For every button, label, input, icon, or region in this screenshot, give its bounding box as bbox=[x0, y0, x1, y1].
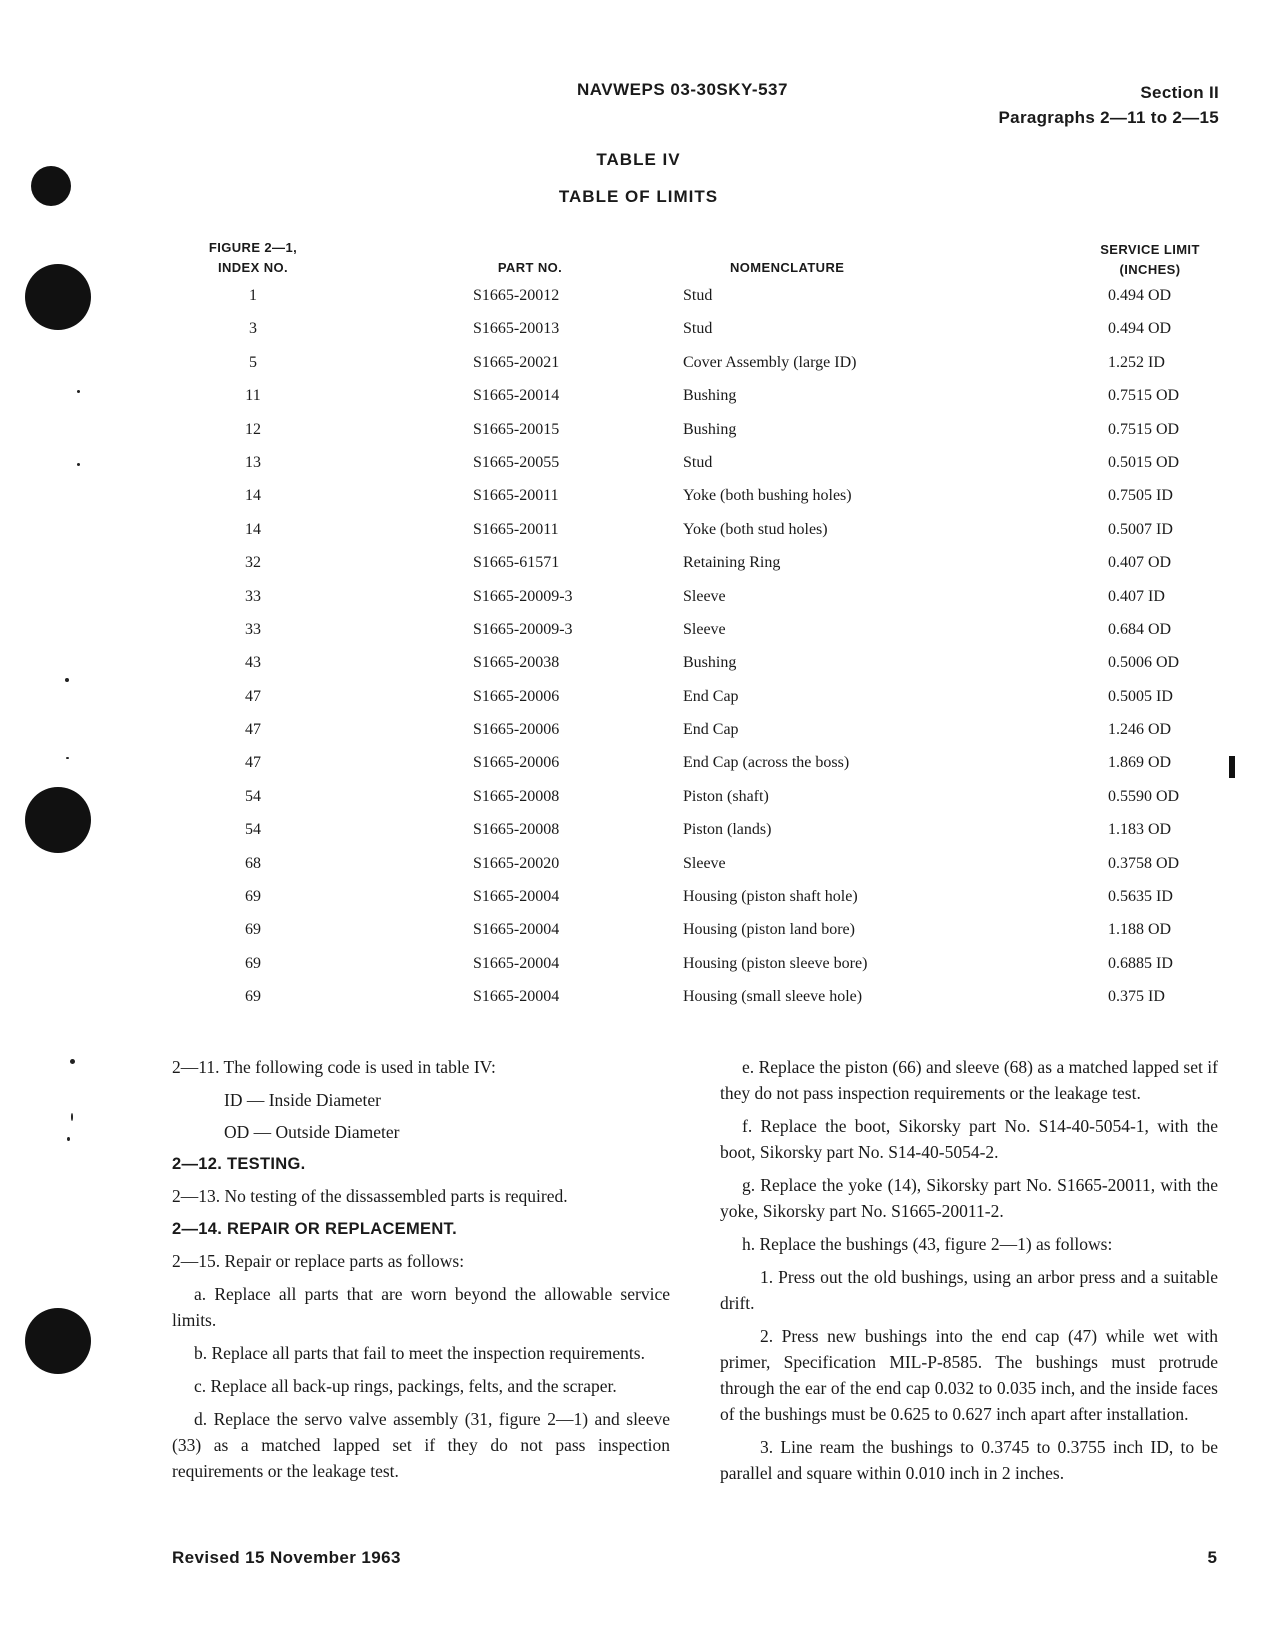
table-row bbox=[0, 888, 1277, 921]
table-row bbox=[0, 855, 1277, 888]
row-part-number: S1665-20004 bbox=[473, 988, 560, 1006]
row-index: 5 bbox=[249, 353, 257, 371]
row-service-limit: 1.183 OD bbox=[1108, 821, 1172, 839]
row-index: 47 bbox=[245, 754, 261, 772]
row-nomenclature: Stud bbox=[683, 320, 713, 338]
table-row bbox=[0, 921, 1277, 954]
row-nomenclature: Piston (lands) bbox=[683, 821, 772, 839]
row-service-limit: 0.5005 ID bbox=[1108, 687, 1173, 705]
row-service-limit: 0.407 OD bbox=[1108, 554, 1172, 572]
heading-2-14: 2—14. REPAIR OR REPLACEMENT. bbox=[172, 1220, 457, 1238]
item-g: g. Replace the yoke (14), Sikorsky part No. S1665-20011, with the yoke, Sikorsky part No. S1665-20011-2. bbox=[720, 1175, 1218, 1221]
row-index: 69 bbox=[245, 921, 261, 939]
row-part-number: S1665-20012 bbox=[473, 287, 560, 304]
table-row bbox=[0, 521, 1277, 554]
item-d: d. Replace the servo valve assembly (31, figure 2—1) and sleeve (33) as a matched lapped set if they do not pass inspection requirements or the leakage test. bbox=[172, 1409, 670, 1481]
row-part-number: S1665-20008 bbox=[473, 821, 560, 839]
row-index: 14 bbox=[245, 487, 261, 505]
table-row bbox=[0, 487, 1277, 520]
scan-speck bbox=[67, 1137, 70, 1141]
col-header-index-line2: INDEX NO. bbox=[217, 260, 289, 275]
row-service-limit: 1.246 OD bbox=[1108, 721, 1172, 739]
row-nomenclature: Sleeve bbox=[683, 587, 726, 605]
row-part-number: S1665-20021 bbox=[473, 353, 560, 371]
row-service-limit: 0.494 OD bbox=[1108, 320, 1172, 338]
item-h-3: 3. Line ream the bushings to 0.3745 to 0.3755 inch ID, to be parallel and square within 0.010 inch in 2 inches. bbox=[720, 1437, 1218, 1483]
table-row bbox=[0, 621, 1277, 654]
row-part-number: S1665-20006 bbox=[473, 721, 560, 739]
row-nomenclature: Retaining Ring bbox=[683, 554, 781, 572]
scan-speck bbox=[71, 1113, 73, 1121]
table-row bbox=[0, 554, 1277, 587]
row-part-number: S1665-20004 bbox=[473, 954, 560, 972]
row-index: 69 bbox=[245, 888, 261, 906]
table-row bbox=[0, 320, 1277, 353]
row-nomenclature: Housing (small sleeve hole) bbox=[683, 988, 863, 1006]
row-index: 69 bbox=[245, 954, 261, 972]
item-b: b. Replace all parts that fail to meet the inspection requirements. bbox=[194, 1343, 645, 1363]
item-a: a. Replace all parts that are worn beyond the allowable service limits. bbox=[172, 1284, 670, 1330]
row-part-number: S1665-20038 bbox=[473, 654, 560, 672]
row-service-limit: 0.684 OD bbox=[1108, 620, 1172, 638]
row-index: 43 bbox=[245, 654, 261, 672]
col-header-limit bbox=[1085, 240, 1215, 280]
row-index: 68 bbox=[245, 854, 261, 872]
row-index: 47 bbox=[245, 721, 261, 739]
paragraph-range: Paragraphs 2—11 to 2—15 bbox=[998, 108, 1219, 127]
table-row bbox=[0, 721, 1277, 754]
row-service-limit: 0.5007 ID bbox=[1108, 520, 1173, 538]
row-part-number: S1665-20006 bbox=[473, 754, 560, 772]
paragraph-2-15: 2—15. Repair or replace parts as follows: bbox=[172, 1251, 465, 1271]
heading-2-12: 2—12. TESTING. bbox=[172, 1155, 306, 1173]
row-index: 33 bbox=[245, 587, 261, 605]
row-nomenclature: Stud bbox=[683, 453, 713, 471]
row-part-number: S1665-20004 bbox=[473, 888, 560, 906]
row-index: 54 bbox=[245, 821, 261, 839]
row-nomenclature: Piston (shaft) bbox=[683, 787, 769, 805]
section-info bbox=[999, 80, 1219, 130]
col-header-limit-line1: SERVICE LIMIT bbox=[1100, 242, 1200, 257]
row-service-limit: 0.5590 OD bbox=[1108, 787, 1180, 805]
right-column bbox=[720, 1054, 1218, 1493]
table-row bbox=[0, 454, 1277, 487]
row-part-number: S1665-61571 bbox=[473, 554, 560, 572]
row-part-number: S1665-20008 bbox=[473, 787, 560, 805]
row-service-limit: 0.7505 ID bbox=[1108, 487, 1173, 505]
row-part-number: S1665-20009-3 bbox=[473, 620, 573, 638]
row-service-limit: 0.6885 ID bbox=[1108, 954, 1173, 972]
row-part-number: S1665-20009-3 bbox=[473, 587, 573, 605]
table-row bbox=[0, 387, 1277, 420]
row-nomenclature: End Cap bbox=[683, 687, 739, 705]
limits-table bbox=[0, 287, 1277, 1022]
row-nomenclature: End Cap bbox=[683, 721, 739, 739]
row-nomenclature: Sleeve bbox=[683, 854, 726, 872]
row-nomenclature: End Cap (across the boss) bbox=[683, 754, 850, 772]
row-nomenclature: Cover Assembly (large ID) bbox=[683, 353, 857, 371]
table-row bbox=[0, 588, 1277, 621]
row-service-limit: 0.494 OD bbox=[1108, 287, 1172, 304]
code-id: ID — Inside Diameter bbox=[224, 1090, 381, 1110]
item-c: c. Replace all back-up rings, packings, felts, and the scraper. bbox=[194, 1376, 617, 1396]
table-row bbox=[0, 988, 1277, 1021]
row-part-number: S1665-20020 bbox=[473, 854, 560, 872]
row-service-limit: 1.188 OD bbox=[1108, 921, 1172, 939]
row-nomenclature: Housing (piston sleeve bore) bbox=[683, 954, 868, 972]
row-nomenclature: Housing (piston shaft hole) bbox=[683, 888, 858, 906]
row-index: 32 bbox=[245, 554, 261, 572]
doc-number: NAVWEPS 03-30SKY-537 bbox=[577, 80, 788, 99]
row-index: 69 bbox=[245, 988, 261, 1006]
row-nomenclature: Housing (piston land bore) bbox=[683, 921, 855, 939]
row-index: 1 bbox=[249, 287, 257, 304]
row-part-number: S1665-20055 bbox=[473, 453, 560, 471]
row-part-number: S1665-20006 bbox=[473, 687, 560, 705]
table-row bbox=[0, 287, 1277, 320]
item-h-1: 1. Press out the old bushings, using an arbor press and a suitable drift. bbox=[720, 1267, 1218, 1313]
row-nomenclature: Bushing bbox=[683, 387, 737, 405]
row-nomenclature: Yoke (both stud holes) bbox=[683, 520, 828, 538]
revision-date: Revised 15 November 1963 bbox=[172, 1548, 401, 1567]
row-part-number: S1665-20011 bbox=[473, 487, 559, 505]
section-label: Section II bbox=[1140, 83, 1219, 102]
item-e: e. Replace the piston (66) and sleeve (68) as a matched lapped set if they do not pass inspection requirements or the leakage test. bbox=[720, 1057, 1218, 1103]
table-row bbox=[0, 421, 1277, 454]
row-index: 33 bbox=[245, 620, 261, 638]
row-index: 12 bbox=[245, 420, 261, 438]
paragraph-2-11: 2—11. The following code is used in table IV: bbox=[172, 1057, 496, 1077]
table-row bbox=[0, 688, 1277, 721]
paragraph-2-13: 2—13. No testing of the dissassembled parts is required. bbox=[172, 1186, 568, 1206]
item-f: f. Replace the boot, Sikorsky part No. S14-40-5054-1, with the boot, Sikorsky part No. S14-40-5054-2. bbox=[720, 1116, 1218, 1162]
row-index: 54 bbox=[245, 787, 261, 805]
row-service-limit: 0.5635 ID bbox=[1108, 888, 1173, 906]
row-service-limit: 0.5015 OD bbox=[1108, 453, 1180, 471]
row-service-limit: 0.5006 OD bbox=[1108, 654, 1180, 672]
row-index: 11 bbox=[245, 387, 261, 405]
page-number: 5 bbox=[1207, 1548, 1217, 1567]
item-h-2: 2. Press new bushings into the end cap (47) while wet with primer, Specification MIL-P-8585. The bushings must protrude through the ear of the end cap 0.032 to 0.035 inch, and the inside faces of the bushings must be 0.625 to 0.627 inch apart after installation. bbox=[720, 1326, 1218, 1424]
scan-speck bbox=[70, 1059, 75, 1064]
table-row bbox=[0, 788, 1277, 821]
row-service-limit: 0.7515 OD bbox=[1108, 387, 1180, 405]
row-part-number: S1665-20014 bbox=[473, 387, 560, 405]
col-header-index bbox=[198, 238, 308, 278]
item-h: h. Replace the bushings (43, figure 2—1) as follows: bbox=[742, 1234, 1113, 1254]
row-service-limit: 1.252 ID bbox=[1108, 353, 1165, 371]
row-service-limit: 0.407 ID bbox=[1108, 587, 1165, 605]
row-nomenclature: Yoke (both bushing holes) bbox=[683, 487, 852, 505]
row-nomenclature: Stud bbox=[683, 287, 713, 304]
row-part-number: S1665-20015 bbox=[473, 420, 560, 438]
row-index: 13 bbox=[245, 453, 261, 471]
row-part-number: S1665-20011 bbox=[473, 520, 559, 538]
left-column bbox=[172, 1054, 670, 1491]
row-nomenclature: Bushing bbox=[683, 654, 737, 672]
table-row bbox=[0, 821, 1277, 854]
col-header-part: PART NO. bbox=[497, 260, 563, 275]
col-header-index-line1: FIGURE 2—1, bbox=[208, 240, 298, 255]
row-nomenclature: Sleeve bbox=[683, 620, 726, 638]
table-row bbox=[0, 654, 1277, 687]
row-part-number: S1665-20013 bbox=[473, 320, 560, 338]
table-title: TABLE OF LIMITS bbox=[558, 187, 719, 206]
table-row bbox=[0, 754, 1277, 787]
row-service-limit: 1.869 OD bbox=[1108, 754, 1172, 772]
row-index: 47 bbox=[245, 687, 261, 705]
col-header-nomenclature: NOMENCLATURE bbox=[730, 260, 845, 275]
col-header-limit-line2: (INCHES) bbox=[1119, 262, 1181, 277]
table-row bbox=[0, 354, 1277, 387]
row-nomenclature: Bushing bbox=[683, 420, 737, 438]
table-number: TABLE IV bbox=[596, 150, 681, 169]
row-index: 14 bbox=[245, 520, 261, 538]
binder-hole-4 bbox=[25, 1308, 91, 1374]
table-row bbox=[0, 955, 1277, 988]
row-service-limit: 0.7515 OD bbox=[1108, 420, 1180, 438]
row-index: 3 bbox=[249, 320, 257, 338]
row-part-number: S1665-20004 bbox=[473, 921, 560, 939]
row-service-limit: 0.3758 OD bbox=[1108, 854, 1180, 872]
row-service-limit: 0.375 ID bbox=[1108, 988, 1165, 1006]
code-od: OD — Outside Diameter bbox=[224, 1122, 400, 1142]
